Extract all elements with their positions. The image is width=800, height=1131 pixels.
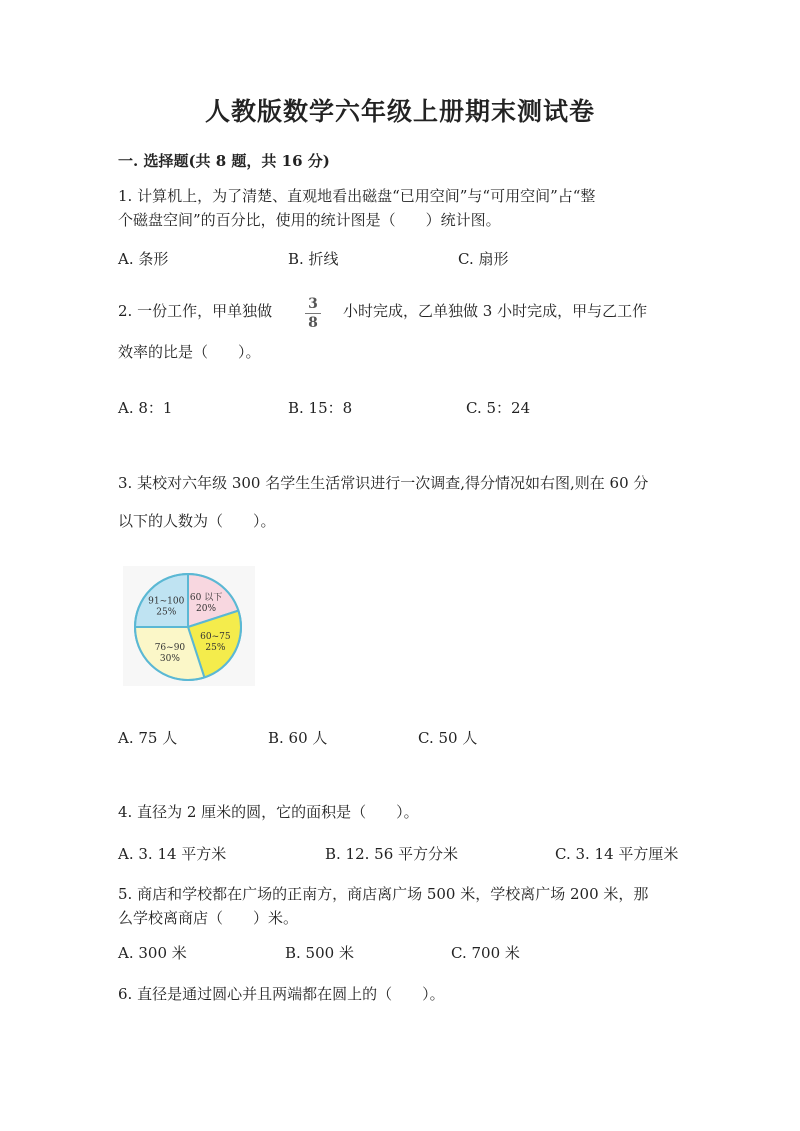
fraction-denominator: 8 [308, 315, 318, 331]
question-3-line-2: 以下的人数为（ ）。 [118, 512, 276, 530]
question-5-line-2: 么学校离商店（ ）米。 [118, 909, 299, 927]
fraction-bar [305, 313, 321, 314]
score-pie-chart [123, 566, 255, 686]
question-5-option-c: C. 700 米 [451, 944, 520, 962]
question-2-line-1-start: 2. 一份工作，甲单独做 [118, 302, 273, 320]
section-heading: 一. 选择题(共 8 题，共 16 分) [118, 152, 330, 170]
question-2-option-a: A. 8：1 [118, 399, 173, 417]
pie-slice-label: 60 以下 [189, 593, 223, 604]
question-5-line-1: 5. 商店和学校都在广场的正南方，商店离广场 500 米，学校离广场 200 米，那 [118, 885, 649, 903]
question-4-option-b: B. 12. 56 平方分米 [325, 845, 459, 863]
question-3-option-a: A. 75 人 [118, 729, 178, 747]
pie-slice-label: 76~90 [154, 642, 186, 653]
question-2-option-b: B. 15：8 [288, 399, 353, 417]
question-4-line-1: 4. 直径为 2 厘米的圆，它的面积是（ ）。 [118, 803, 419, 821]
question-5-option-a: A. 300 米 [118, 944, 187, 962]
question-5-option-b: B. 500 米 [285, 944, 354, 962]
question-4-option-c: C. 3. 14 平方厘米 [555, 845, 679, 863]
pie-slice-label: 60~75 [200, 631, 231, 642]
pie-svg [123, 566, 255, 686]
pie-slice-percent: 30% [159, 653, 180, 664]
pie-slice-percent: 25% [205, 642, 226, 653]
page-title: 人教版数学六年级上册期末测试卷 [204, 97, 595, 126]
question-6-line-1: 6. 直径是通过圆心并且两端都在圆上的（ ）。 [118, 985, 445, 1003]
fraction-numerator: 3 [308, 296, 318, 312]
question-3-option-c: C. 50 人 [418, 729, 478, 747]
question-1-option-b: B. 折线 [288, 250, 339, 268]
question-4-option-a: A. 3. 14 平方米 [118, 845, 227, 863]
question-1-option-a: A. 条形 [118, 250, 169, 268]
fraction [302, 296, 324, 331]
pie-slice-label: 91~100 [148, 596, 185, 607]
question-1-line-1: 1. 计算机上，为了清楚、直观地看出磁盘“已用空间”与“可用空间”占“整 [118, 187, 596, 205]
question-1-line-2: 个磁盘空间”的百分比，使用的统计图是（ ）统计图。 [118, 211, 501, 229]
question-3-line-1: 3. 某校对六年级 300 名学生生活常识进行一次调查,得分情况如右图,则在 60 分 [118, 474, 649, 492]
question-2-option-c: C. 5：24 [466, 399, 531, 417]
question-2-line-2: 效率的比是（ ）。 [118, 343, 261, 361]
question-3-option-b: B. 60 人 [268, 729, 328, 747]
pie-slice-percent: 20% [196, 604, 217, 615]
pie-slice-percent: 25% [156, 607, 177, 618]
question-2-line-1-end: 小时完成，乙单独做 3 小时完成，甲与乙工作 [343, 302, 648, 320]
question-1-option-c: C. 扇形 [458, 250, 509, 268]
